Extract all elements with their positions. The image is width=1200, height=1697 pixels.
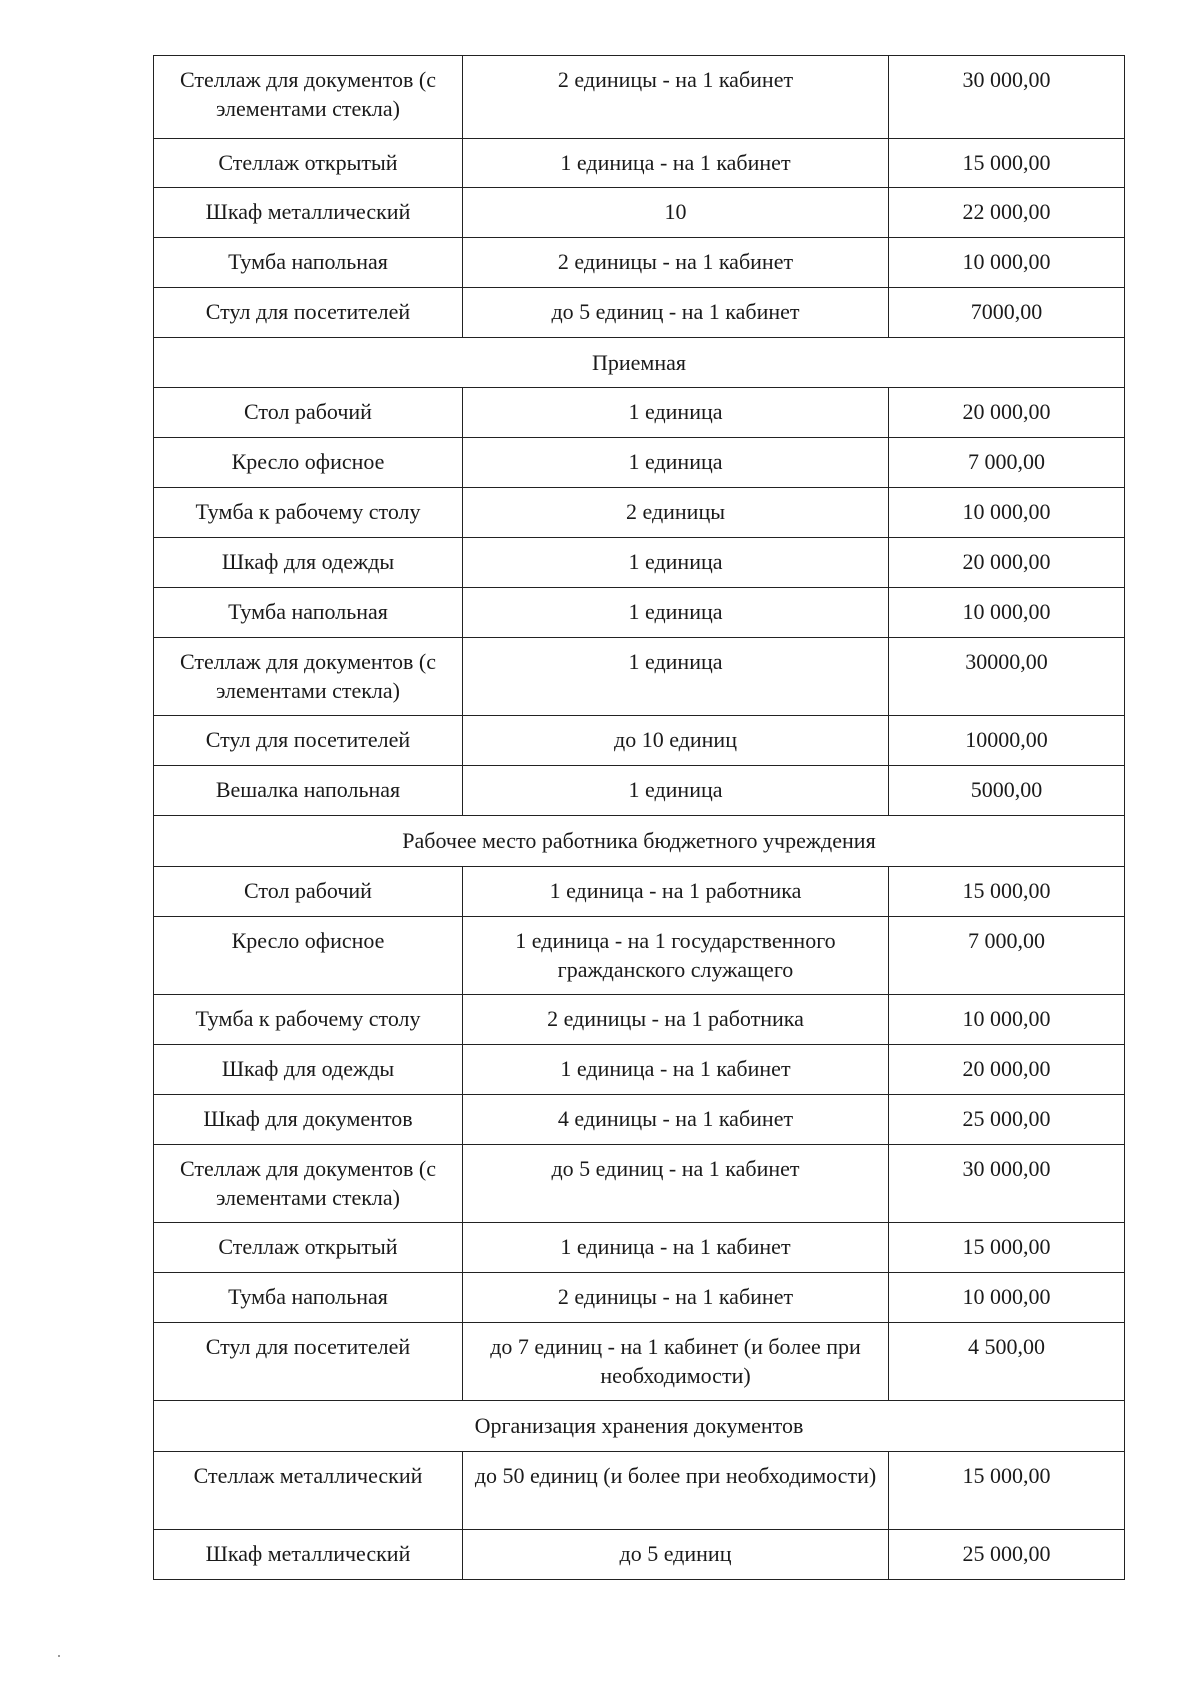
item-price-cell: 7000,00 bbox=[889, 288, 1125, 338]
item-quantity-cell: 1 единица bbox=[463, 588, 889, 638]
item-quantity-cell: 1 единица bbox=[463, 638, 889, 716]
item-price-cell: 15 000,00 bbox=[889, 1223, 1125, 1273]
table-row bbox=[154, 917, 1125, 995]
item-price-cell: 30 000,00 bbox=[889, 56, 1125, 139]
item-name-cell: Вешалка напольная bbox=[154, 766, 463, 816]
section-title: Рабочее место работника бюджетного учреждения bbox=[154, 816, 1125, 867]
table-row bbox=[154, 716, 1125, 766]
table-row bbox=[154, 438, 1125, 488]
table-row bbox=[154, 1323, 1125, 1401]
item-quantity-cell: 2 единицы bbox=[463, 488, 889, 538]
item-name-cell: Стул для посетителей bbox=[154, 288, 463, 338]
table-row bbox=[154, 1530, 1125, 1580]
item-price-cell: 10000,00 bbox=[889, 716, 1125, 766]
item-price-cell: 20 000,00 bbox=[889, 1045, 1125, 1095]
item-price-cell: 10 000,00 bbox=[889, 995, 1125, 1045]
item-quantity-cell: до 7 единиц - на 1 кабинет (и более при необходимости) bbox=[463, 1323, 889, 1401]
section-header-row bbox=[154, 338, 1125, 388]
item-quantity-cell: 4 единицы - на 1 кабинет bbox=[463, 1095, 889, 1145]
item-name-cell: Тумба напольная bbox=[154, 1273, 463, 1323]
item-price-cell: 20 000,00 bbox=[889, 538, 1125, 588]
item-price-cell: 15 000,00 bbox=[889, 1452, 1125, 1530]
item-quantity-cell: 1 единица bbox=[463, 766, 889, 816]
item-price-cell: 20 000,00 bbox=[889, 388, 1125, 438]
item-name-cell: Шкаф для документов bbox=[154, 1095, 463, 1145]
table-row bbox=[154, 1045, 1125, 1095]
item-price-cell: 25 000,00 bbox=[889, 1530, 1125, 1580]
table-row bbox=[154, 488, 1125, 538]
table-row bbox=[154, 995, 1125, 1045]
item-name-cell: Тумба к рабочему столу bbox=[154, 488, 463, 538]
table-row bbox=[154, 288, 1125, 338]
table-row bbox=[154, 538, 1125, 588]
section-header-row bbox=[154, 1401, 1125, 1452]
item-price-cell: 10 000,00 bbox=[889, 238, 1125, 288]
item-quantity-cell: до 5 единиц - на 1 кабинет bbox=[463, 1145, 889, 1223]
table-row bbox=[154, 766, 1125, 816]
item-price-cell: 5000,00 bbox=[889, 766, 1125, 816]
item-price-cell: 10 000,00 bbox=[889, 588, 1125, 638]
item-quantity-cell: 2 единицы - на 1 кабинет bbox=[463, 1273, 889, 1323]
item-quantity-cell: до 50 единиц (и более при необходимости) bbox=[463, 1452, 889, 1530]
item-name-cell: Кресло офисное bbox=[154, 438, 463, 488]
table-row bbox=[154, 139, 1125, 188]
item-price-cell: 22 000,00 bbox=[889, 188, 1125, 238]
table-row bbox=[154, 188, 1125, 238]
item-name-cell: Стол рабочий bbox=[154, 388, 463, 438]
table-row bbox=[154, 1095, 1125, 1145]
item-quantity-cell: 2 единицы - на 1 кабинет bbox=[463, 56, 889, 139]
item-price-cell: 7 000,00 bbox=[889, 917, 1125, 995]
item-price-cell: 7 000,00 bbox=[889, 438, 1125, 488]
item-name-cell: Шкаф для одежды bbox=[154, 1045, 463, 1095]
section-header-row bbox=[154, 816, 1125, 867]
item-quantity-cell: 2 единицы - на 1 кабинет bbox=[463, 238, 889, 288]
section-title: Приемная bbox=[154, 338, 1125, 388]
item-quantity-cell: 1 единица - на 1 кабинет bbox=[463, 1223, 889, 1273]
item-quantity-cell: 1 единица - на 1 работника bbox=[463, 867, 889, 917]
table-row bbox=[154, 638, 1125, 716]
item-name-cell: Стол рабочий bbox=[154, 867, 463, 917]
item-quantity-cell: 1 единица - на 1 кабинет bbox=[463, 139, 889, 188]
item-price-cell: 10 000,00 bbox=[889, 1273, 1125, 1323]
item-quantity-cell: 1 единица bbox=[463, 388, 889, 438]
item-price-cell: 30000,00 bbox=[889, 638, 1125, 716]
item-quantity-cell: до 10 единиц bbox=[463, 716, 889, 766]
table-row bbox=[154, 1452, 1125, 1530]
item-price-cell: 10 000,00 bbox=[889, 488, 1125, 538]
item-name-cell: Стеллаж открытый bbox=[154, 139, 463, 188]
item-price-cell: 15 000,00 bbox=[889, 867, 1125, 917]
item-price-cell: 4 500,00 bbox=[889, 1323, 1125, 1401]
item-name-cell: Тумба напольная bbox=[154, 588, 463, 638]
table-row bbox=[154, 1273, 1125, 1323]
item-name-cell: Тумба к рабочему столу bbox=[154, 995, 463, 1045]
item-name-cell: Стул для посетителей bbox=[154, 716, 463, 766]
table-row bbox=[154, 1223, 1125, 1273]
item-quantity-cell: 2 единицы - на 1 работника bbox=[463, 995, 889, 1045]
item-name-cell: Кресло офисное bbox=[154, 917, 463, 995]
item-quantity-cell: 10 bbox=[463, 188, 889, 238]
item-name-cell: Тумба напольная bbox=[154, 238, 463, 288]
item-quantity-cell: 1 единица bbox=[463, 538, 889, 588]
item-quantity-cell: 1 единица - на 1 государственного гражданского служащего bbox=[463, 917, 889, 995]
item-price-cell: 25 000,00 bbox=[889, 1095, 1125, 1145]
table-row bbox=[154, 588, 1125, 638]
table-row bbox=[154, 388, 1125, 438]
item-price-cell: 30 000,00 bbox=[889, 1145, 1125, 1223]
item-name-cell: Стеллаж для документов (с элементами стекла) bbox=[154, 1145, 463, 1223]
table-row bbox=[154, 867, 1125, 917]
item-quantity-cell: до 5 единиц - на 1 кабинет bbox=[463, 288, 889, 338]
table-row bbox=[154, 238, 1125, 288]
item-name-cell: Стул для посетителей bbox=[154, 1323, 463, 1401]
table-row bbox=[154, 56, 1125, 139]
table-body bbox=[154, 56, 1125, 1580]
item-quantity-cell: 1 единица bbox=[463, 438, 889, 488]
item-name-cell: Шкаф для одежды bbox=[154, 538, 463, 588]
table-row bbox=[154, 1145, 1125, 1223]
item-name-cell: Шкаф металлический bbox=[154, 1530, 463, 1580]
scan-speck bbox=[58, 1655, 60, 1657]
item-name-cell: Шкаф металлический bbox=[154, 188, 463, 238]
item-name-cell: Стеллаж металлический bbox=[154, 1452, 463, 1530]
item-name-cell: Стеллаж открытый bbox=[154, 1223, 463, 1273]
item-price-cell: 15 000,00 bbox=[889, 139, 1125, 188]
item-quantity-cell: до 5 единиц bbox=[463, 1530, 889, 1580]
item-quantity-cell: 1 единица - на 1 кабинет bbox=[463, 1045, 889, 1095]
furniture-norms-table bbox=[153, 55, 1125, 1580]
section-title: Организация хранения документов bbox=[154, 1401, 1125, 1452]
item-name-cell: Стеллаж для документов (с элементами стекла) bbox=[154, 56, 463, 139]
item-name-cell: Стеллаж для документов (с элементами стекла) bbox=[154, 638, 463, 716]
